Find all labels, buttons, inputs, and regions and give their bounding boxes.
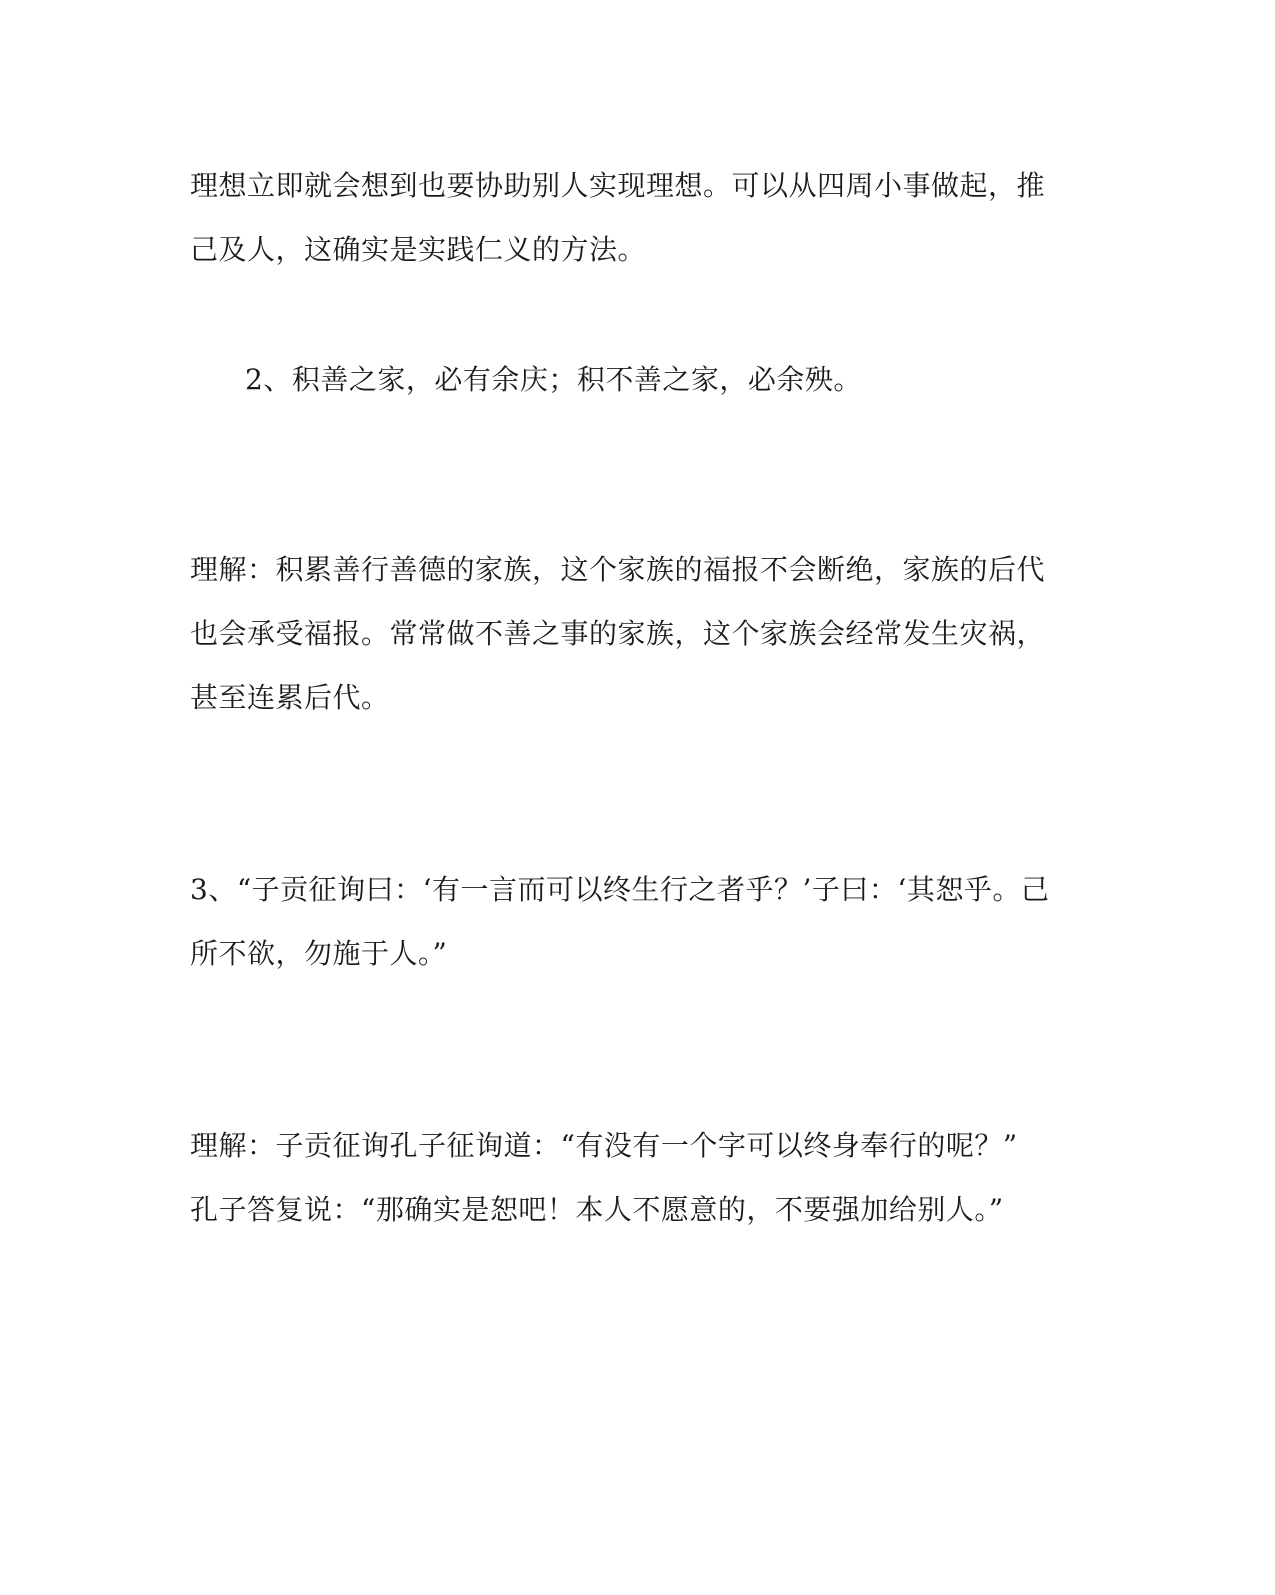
quote-3-line: 所不欲，勿施于人。”: [190, 937, 448, 970]
explanation-2-line: 甚至连累后代。: [190, 681, 390, 714]
quote-3-line: 3、“子贡征询曰：‘有一言而可以终生行之者乎？’子曰：‘其恕乎。己: [190, 873, 1050, 906]
quote-2-line: 2、积善之家，必有余庆；积不善之家，必余殃。: [245, 363, 862, 396]
explanation-3-line: 孔子答复说：“那确实是恕吧！本人不愿意的，不要强加给别人。”: [190, 1193, 1004, 1226]
explanation-3-line: 理解：子贡征询孔子征询道：“有没有一个字可以终身奉行的呢？”: [190, 1129, 1018, 1162]
paragraph-line: 己及人，这确实是实践仁义的方法。: [190, 233, 647, 266]
paragraph-line: 理想立即就会想到也要协助别人实现理想。可以从四周小事做起，推: [190, 169, 1046, 202]
explanation-2-line: 理解：积累善行善德的家族，这个家族的福报不会断绝，家族的后代: [190, 553, 1046, 586]
explanation-2-line: 也会承受福报。常常做不善之事的家族，这个家族会经常发生灾祸，: [190, 617, 1046, 650]
